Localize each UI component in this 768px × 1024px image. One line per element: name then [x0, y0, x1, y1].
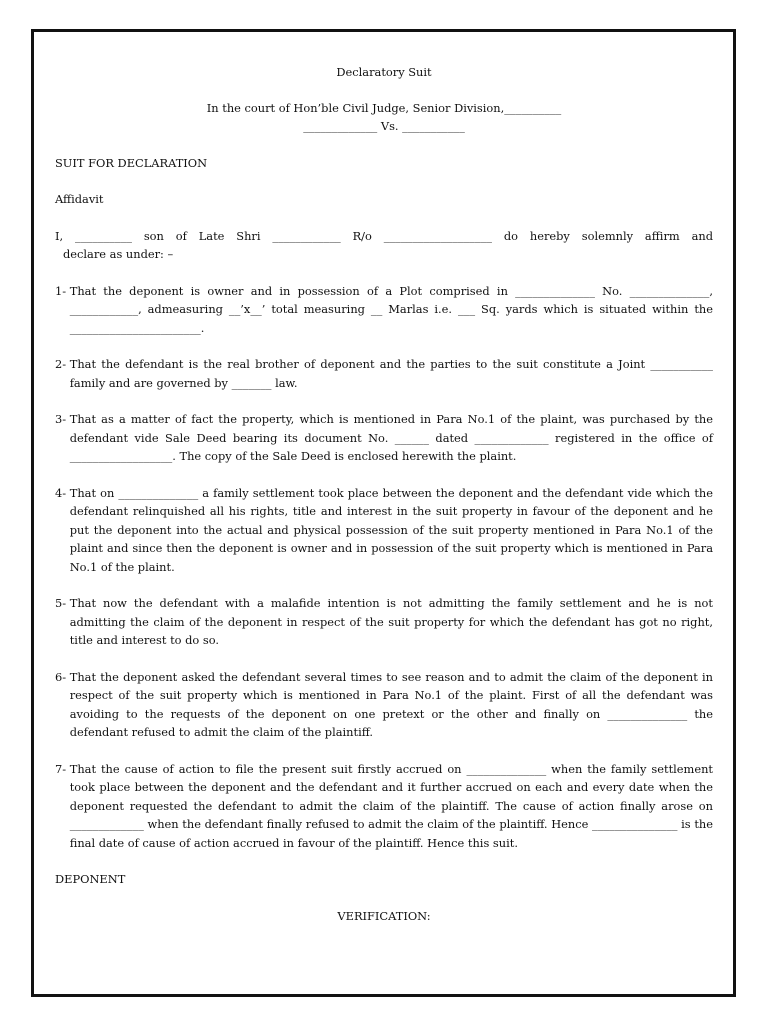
paragraph-text: That as a matter of fact the property, which is mentioned in Para No.1 of the plaint, was purchased by the defendant vide Sale Deed bearing its document No. ______ dated _____________ registered in the office of __________________. The copy of the Sale Deed is enclosed herewith the plaint. — [69, 412, 713, 463]
paragraph-number: 5- — [55, 596, 70, 610]
paragraph-1 — [55, 282, 713, 338]
paragraph-number: 2- — [55, 357, 70, 371]
paragraph-text: That on ______________ a family settlement took place between the deponent and the defendant vide which the defendant relinquished all his rights, title and interest in the suit property in favour of the deponent and he put the deponent into the actual and physical possession of the suit property mentioned in Para No.1 of the plaint and since then the deponent is owner and in possession of the suit property which is mentioned in Para No.1 of the plaint. — [69, 485, 713, 574]
paragraph-7 — [55, 760, 713, 853]
paragraph-text: That the deponent asked the defendant several times to see reason and to admit the claim of the deponent in respect of the suit property which is mentioned in Para No.1 of the plaint. First of all the defendant was avoiding to the requests of the deponent on one pretext or the other and finally on ______________ the defendant refused to admit the claim of the plaintiff. — [69, 669, 713, 739]
paragraph-text: That now the defendant with a malafide intention is not admitting the family settlement and he is not admitting the claim of the deponent in respect of the suit property for which the defendant has got no right, title and interest to do so. — [69, 596, 713, 647]
document-title: Declaratory Suit — [336, 65, 432, 79]
paragraph-number: 6- — [55, 669, 70, 684]
deponent-label: DEPONENT — [55, 872, 126, 886]
paragraph-4 — [55, 484, 713, 577]
paragraph-number: 3- — [55, 412, 70, 426]
paragraph-text: That the deponent is owner and in possession of a Plot comprised in ______________ No. ______________, ____________, admeasuring __’x__’ total measuring __ Marlas i.e. ___ Sq. yards which is situated within the _______________________. — [69, 283, 713, 335]
parties-line: _____________ Vs. ___________ — [303, 119, 465, 133]
intro-line-2: declare as under: – — [63, 247, 174, 261]
court-line: In the court of Hon’ble Civil Judge, Senior Division,__________ — [206, 100, 562, 115]
paragraph-number: 1- — [55, 283, 70, 298]
paragraph-3 — [55, 410, 713, 466]
suit-heading: SUIT FOR DECLARATION — [55, 155, 208, 170]
intro-paragraph — [55, 227, 713, 264]
verification-label: VERIFICATION: — [337, 908, 431, 923]
paragraph-6 — [55, 668, 713, 742]
paragraph-text: That the cause of action to file the present suit firstly accrued on ______________ when the family settlement took place between the deponent and the defendant and it further accrued on each and every date when the deponent requested the defendant to admit the claim of the plaintiff. The cause of action finally arose on _____________ when the defendant finally refused to admit the claim of the plaintiff. Hence _______________ is the final date of cause of action accrued in favour of the plaintiff. Hence this suit. — [69, 761, 713, 850]
paragraph-5 — [55, 594, 713, 650]
intro-line-1: I, __________ son of Late Shri ____________ R/o ___________________ do hereby solemnly affirm and — [55, 228, 713, 243]
paragraph-text: That the defendant is the real brother of deponent and the parties to the suit constitute a Joint ___________ family and are governed by _______ law. — [69, 357, 713, 390]
paragraph-number: 4- — [55, 485, 70, 500]
paragraph-number: 7- — [55, 761, 70, 776]
numbered-paragraphs — [55, 282, 713, 853]
document-body — [55, 57, 713, 925]
affidavit-label: Affidavit — [55, 192, 104, 206]
paragraph-2 — [55, 355, 713, 392]
